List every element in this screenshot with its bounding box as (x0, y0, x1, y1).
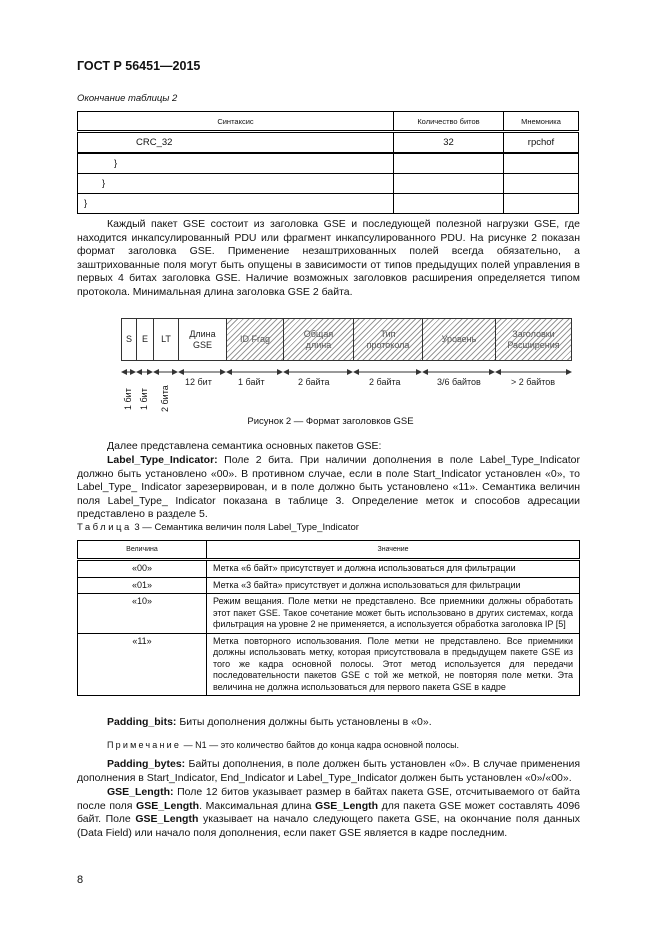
cell-syntax: CRC_32 (78, 132, 394, 154)
field-extension-headers: Заголовки Расширения (496, 319, 571, 360)
table-row (78, 194, 579, 214)
field-protocol-type: Тип протокола (354, 319, 423, 360)
cell-meaning: Режим вещания. Поле метки не представлено. Все приемники должны обработать этот пакет GSE. Такое сочетание может быть использовано в других системах, когда фильтрация на уровне 2 не применяется, а используется обработка заголовка IP [5] (207, 594, 580, 634)
term-gse-length-ref-1: GSE_Length (136, 799, 200, 812)
page-number: 8 (77, 874, 84, 886)
gse-length-text-3: для пакета GSE может составлять 4096 байт. Поле (77, 799, 581, 826)
cell-meaning: Метка «6 байт» присутствует и должна использоваться для фильтрации (207, 560, 580, 578)
cell-syntax: } (78, 174, 394, 194)
field-total-length: Общая длина (284, 319, 354, 360)
dimension-arrows (121, 368, 572, 376)
table-row (78, 560, 580, 578)
cell-bits (394, 174, 504, 194)
cell-syntax: } (78, 153, 394, 174)
term-padding-bits: Padding_bits: (107, 716, 177, 728)
table2-caption: Окончание таблицы 2 (77, 93, 178, 104)
size-label-label: 3/6 байтов (437, 377, 481, 387)
term-gse-length: GSE_Length: (107, 786, 174, 798)
cell-syntax: } (78, 194, 394, 214)
field-gse-length: Длина GSE (179, 319, 227, 360)
paragraph-gse-structure: Каждый пакет GSE состоит из заголовка GSE и последующей полезной нагрузки GSE, где находится инкапсулированный PDU или фрагмент инкапсулированного PDU. На рисунке 2 показан формат заголовка GSE. Применение незаштрихованных полей всегда обязательно, а заштрихованные поля могут быть опущены в зависимости от типов предыдущих полей управления в первых 4 битах заголовка GSE. Наличие возможных заголовков расширения определяется типом протокола. Минимальная длина заголовка GSE 2 байта. (77, 218, 580, 298)
document-header: ГОСТ Р 56451—2015 (77, 59, 201, 73)
figure-caption: Рисунок 2 — Формат заголовков GSE (247, 416, 414, 427)
table-2 (77, 111, 579, 214)
table-row (78, 132, 579, 154)
gse-header-diagram (121, 318, 572, 361)
note-label: Примечание (107, 740, 182, 750)
note-text: — N1 — это количество байтов до конца кадра основной полосы. (181, 740, 460, 750)
table3-caption (77, 522, 359, 533)
size-label-e: 1 бит (139, 388, 149, 410)
paragraph-label-type-indicator (77, 454, 580, 522)
cell-value: «01» (78, 577, 207, 594)
cell-value: «00» (78, 560, 207, 578)
cell-meaning: Метка повторного использования. Поле метки не представлено. Все приемники должны использовать метку, которая присутствовала в предыдущем пакете GSE из того же кадра основной полосы. Этот метод используется для передачи последовательности пакетов GSE с той же меткой, не повторяя поле метки. Эта величина не должна использоваться для первого пакета GSE в кадре (207, 633, 580, 696)
column-header-syntax: Синтаксис (78, 112, 394, 132)
note (107, 740, 459, 750)
cell-bits (394, 153, 504, 174)
size-label-extension: > 2 байтов (511, 377, 556, 387)
gse-length-text-4: указывает на начало следующего пакета GSE, на окончание поля данных (Data Field) или начало поля дополнения, если пакет GSE является в кадре последним. (77, 813, 580, 839)
cell-mnemonic (504, 174, 579, 194)
gse-length-text-1: Поле 12 битов указывает размер в байтах пакета GSE, отсчитываемого от байта после поля (77, 786, 580, 812)
field-e: E (137, 319, 154, 360)
field-s: S (122, 319, 137, 360)
table-row (78, 594, 580, 634)
padding-bits-text: Биты дополнения должны быть установлены в «0». (176, 716, 432, 728)
cell-meaning: Метка «3 байта» присутствует и должна использоваться для фильтрации (207, 577, 580, 594)
term-padding-bytes: Padding_bytes: (107, 758, 186, 770)
cell-value: «11» (78, 633, 207, 696)
table-row (78, 577, 580, 594)
cell-bits (394, 194, 504, 214)
gse-length-text-2: . Максимальная длина (199, 799, 316, 812)
table-header-row (78, 112, 579, 132)
table-3 (77, 540, 580, 696)
cell-mnemonic (504, 194, 579, 214)
paragraph-semantics-intro: Далее представлена семантика основных пакетов GSE: (107, 440, 382, 452)
size-label-s: 1 бит (123, 388, 133, 410)
table-header-row (78, 541, 580, 560)
column-header-value: Величина (78, 541, 207, 560)
table-row (78, 153, 579, 174)
field-label: Уровень (423, 319, 496, 360)
term-gse-length-ref-2: GSE_Length (315, 799, 379, 812)
size-label-total-length: 2 байта (298, 377, 330, 387)
cell-mnemonic: rpchof (504, 132, 579, 154)
column-header-bits: Количество битов (394, 112, 504, 132)
size-label-lt: 2 бита (160, 385, 170, 412)
column-header-meaning: Значение (207, 541, 580, 560)
table3-caption-title: 3 — Семантика величин поля Label_Type_Indicator (131, 522, 359, 533)
size-label-id-frag: 1 байт (238, 377, 265, 387)
cell-mnemonic (504, 153, 579, 174)
size-label-gse-length: 12 бит (185, 377, 212, 387)
table-row (78, 174, 579, 194)
cell-value: «10» (78, 594, 207, 634)
table-row (78, 633, 580, 696)
size-label-protocol-type: 2 байта (369, 377, 401, 387)
term-gse-length-ref-3: GSE_Length (135, 813, 199, 826)
field-lt: LT (154, 319, 179, 360)
field-id-frag: ID Frag (227, 319, 284, 360)
cell-bits: 32 (394, 132, 504, 154)
lti-text: Поле 2 бита. При наличии дополнения в поле Label_Type_Indicator должно быть установлено «00». В противном случае, если в поле Start_Indicator установлен «0», то Label_Type_ Indicator зарезервирован, и в поле должно быть установлено «11». Семантика величин поля Label_Type_ Indicator показана в таблице 3. Определение меток и способов адресации представлено в разделе 5. (77, 454, 580, 521)
paragraph-padding-bytes (77, 758, 580, 785)
column-header-mnemonic: Мнемоника (504, 112, 579, 132)
paragraph-padding-bits (77, 716, 580, 730)
padding-bytes-text: Байты дополнения, в поле должен быть установлен «0». В случае применения дополнения в Start_Indicator, End_Indicator и Label_Type_Indicator должен быть установлен «0»/«00». (77, 758, 580, 784)
table3-caption-prefix: Таблица (77, 522, 132, 533)
paragraph-gse-length (77, 786, 580, 840)
term-label-type-indicator: Label_Type_Indicator: (107, 454, 218, 466)
